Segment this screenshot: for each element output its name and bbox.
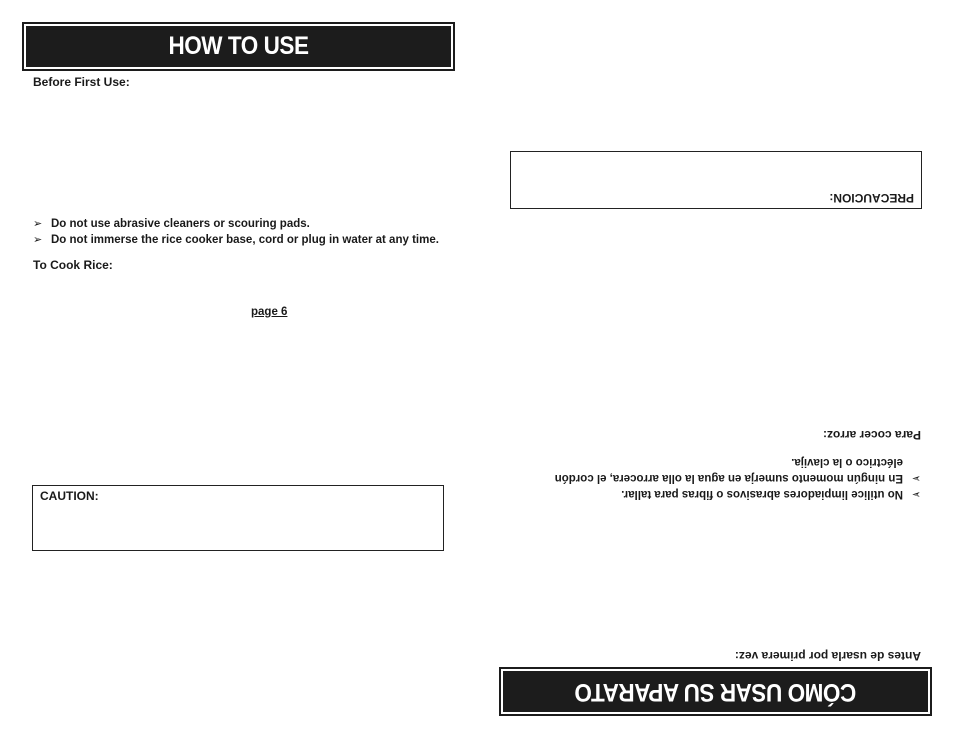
- arrow-bullet-icon: ➢: [33, 234, 43, 246]
- list-item: [526, 486, 921, 502]
- precaucion-box: [510, 151, 922, 209]
- page-number: page 6: [251, 306, 288, 318]
- before-first-use-heading: Before First Use:: [33, 75, 130, 89]
- bullet-text: Do not immerse the rice cooker base, cord or plug in water at any time.: [51, 234, 439, 246]
- bullet-text: No utilice limpiadores abrasivos o fibras para tallar.: [621, 488, 903, 500]
- list-item: [526, 454, 921, 486]
- bullet-text: Do not use abrasive cleaners or scouring pads.: [51, 218, 310, 230]
- list-item: [33, 232, 453, 248]
- banner-title: HOW TO USE: [168, 32, 309, 60]
- caution-label: CAUTION:: [40, 489, 99, 503]
- spanish-page: [477, 0, 954, 738]
- advertencia-list: [526, 454, 921, 502]
- arrow-bullet-icon: ➢: [33, 218, 43, 230]
- como-usar-banner: [501, 669, 930, 714]
- to-cook-rice-heading: To Cook Rice:: [33, 258, 113, 272]
- warning-list: [33, 216, 453, 248]
- caution-box: [32, 485, 444, 551]
- banner-title: CÓMO USAR SU APARATO: [574, 678, 857, 706]
- bullet-text: En ningún momento sumerja en agua la olla arrocera, el cordón eléctrico o la clavija.: [554, 456, 903, 484]
- arrow-bullet-icon: ➢: [911, 488, 921, 500]
- spanish-page-rotated: [477, 0, 954, 738]
- arrow-bullet-icon: ➢: [911, 472, 921, 484]
- para-cocer-arroz-heading: Para cocer arroz:: [822, 428, 921, 442]
- antes-de-usarla-heading: Antes de usarla por primera vez:: [734, 649, 921, 663]
- how-to-use-banner: [24, 24, 453, 69]
- list-item: [33, 216, 453, 232]
- precaucion-label: PRECAUCION:: [829, 191, 914, 205]
